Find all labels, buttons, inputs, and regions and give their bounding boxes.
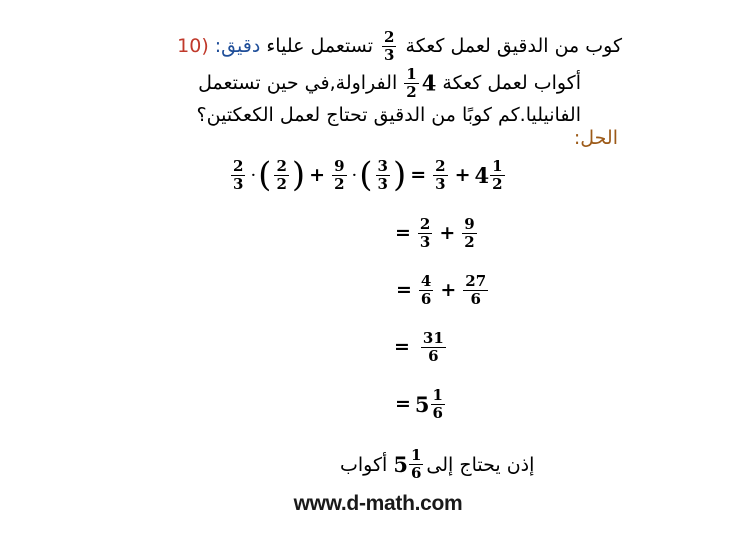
problem-text-2a: الفراولة,في حين تستعمل bbox=[198, 72, 398, 94]
fraction-numerator: 9 bbox=[334, 156, 345, 175]
problem-fraction-2-3 bbox=[382, 30, 396, 63]
solution-row-2 bbox=[391, 208, 480, 258]
fraction-numerator: 31 bbox=[422, 328, 444, 347]
fraction bbox=[463, 271, 488, 308]
problem-fraction-1-2 bbox=[404, 67, 418, 100]
fraction-numerator: 4 bbox=[420, 271, 432, 290]
fraction-denominator: 6 bbox=[428, 346, 439, 365]
fraction bbox=[274, 156, 288, 193]
problem-text-3: الفانيليا.كم كوبًا من الدقيق تحتاج لعمل الكعكتين؟ bbox=[196, 104, 581, 126]
fraction-denominator: 2 bbox=[464, 232, 475, 251]
fraction-denominator: 2 bbox=[276, 174, 287, 193]
fraction bbox=[418, 214, 432, 251]
fraction-denominator: 2 bbox=[492, 174, 503, 193]
fraction bbox=[433, 156, 447, 193]
problem-line-1 bbox=[177, 30, 622, 63]
site-url: www.d-math.com bbox=[293, 492, 463, 515]
problem-line-3 bbox=[197, 103, 581, 127]
conclusion-whole: 5 bbox=[393, 451, 408, 477]
conclusion-prefix: إذن يحتاج إلى bbox=[426, 453, 535, 476]
fraction bbox=[419, 271, 433, 308]
solution-row-1 bbox=[228, 150, 508, 200]
fraction-denominator: 6 bbox=[410, 464, 422, 482]
plus-sign: + bbox=[440, 279, 457, 301]
problem-text-1b: كوب من الدقيق لعمل كعكة bbox=[405, 35, 622, 57]
fraction-denominator: 3 bbox=[384, 46, 395, 64]
equals-sign: = bbox=[410, 164, 427, 186]
fraction-numerator: 2 bbox=[419, 214, 431, 233]
problem-label: دقيق: bbox=[214, 35, 261, 57]
right-paren: ) bbox=[392, 155, 407, 195]
problem-mixed-whole: 4 bbox=[421, 70, 437, 96]
equals-sign: = bbox=[394, 336, 410, 358]
fraction-numerator: 2 bbox=[435, 156, 446, 175]
fraction bbox=[376, 156, 390, 193]
solution-row-3 bbox=[392, 265, 491, 315]
fraction-numerator: 2 bbox=[384, 28, 395, 46]
fraction-numerator: 9 bbox=[464, 214, 475, 233]
left-paren: ( bbox=[359, 155, 373, 195]
plus-sign: + bbox=[309, 164, 326, 186]
mixed-whole: 5 bbox=[414, 391, 430, 417]
fraction-numerator: 1 bbox=[406, 65, 417, 83]
fraction bbox=[332, 156, 346, 193]
fraction bbox=[421, 328, 446, 365]
fraction-denominator: 6 bbox=[420, 289, 432, 308]
plus-sign: + bbox=[454, 164, 471, 186]
fraction-denominator: 6 bbox=[432, 403, 443, 422]
fraction bbox=[431, 385, 445, 422]
problem-text-2b: أكواب لعمل كعكة bbox=[442, 72, 581, 94]
conclusion-fraction bbox=[409, 448, 423, 481]
right-paren: ) bbox=[291, 155, 306, 195]
fraction-numerator: 2 bbox=[276, 156, 287, 175]
problem-number: (10 bbox=[177, 35, 209, 57]
equals-sign: = bbox=[395, 222, 411, 244]
equals-sign: = bbox=[396, 279, 412, 301]
equals-sign: = bbox=[395, 393, 411, 415]
fraction-denominator: 6 bbox=[470, 289, 481, 308]
multiply-dot: · bbox=[250, 164, 257, 186]
plus-sign: + bbox=[439, 222, 456, 244]
fraction-denominator: 2 bbox=[334, 174, 345, 193]
multiply-dot: · bbox=[351, 164, 358, 186]
fraction-numerator: 1 bbox=[410, 446, 422, 464]
fraction-denominator: 3 bbox=[419, 232, 431, 251]
fraction-denominator: 2 bbox=[406, 83, 417, 101]
solution-label: الحل: bbox=[573, 127, 618, 149]
fraction-numerator: 1 bbox=[492, 156, 503, 175]
left-paren: ( bbox=[258, 155, 272, 195]
fraction bbox=[231, 156, 245, 193]
problem-text-1a: تستعمل علياء bbox=[266, 35, 373, 57]
fraction-numerator: 1 bbox=[432, 385, 443, 404]
fraction-denominator: 3 bbox=[435, 174, 446, 193]
fraction-denominator: 3 bbox=[233, 174, 244, 193]
conclusion bbox=[340, 448, 534, 481]
fraction-denominator: 3 bbox=[377, 174, 388, 193]
mixed-whole: 4 bbox=[474, 162, 490, 188]
solution-row-4 bbox=[390, 322, 449, 372]
fraction bbox=[462, 214, 476, 251]
fraction-numerator: 27 bbox=[465, 271, 487, 290]
problem-line-2 bbox=[198, 67, 581, 100]
fraction-numerator: 2 bbox=[233, 156, 244, 175]
conclusion-suffix: أكواب bbox=[340, 453, 388, 476]
solution-row-5 bbox=[391, 379, 448, 429]
fraction-numerator: 3 bbox=[377, 156, 388, 175]
fraction bbox=[490, 156, 504, 193]
